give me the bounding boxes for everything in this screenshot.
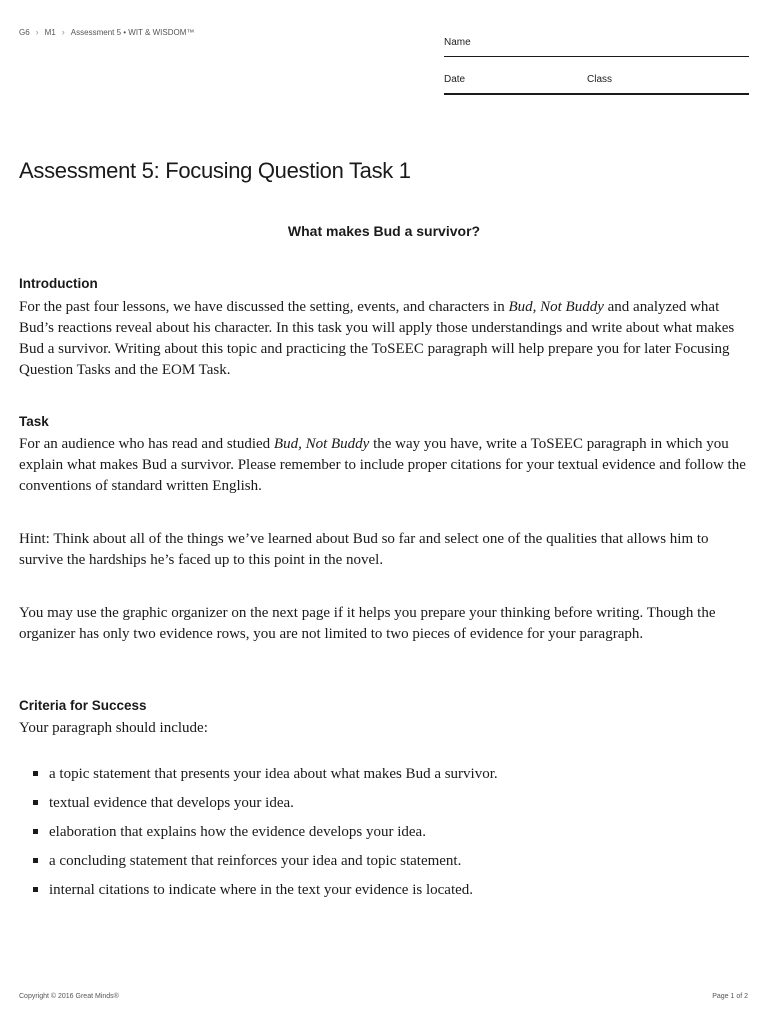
page-number: Page 1 of 2 bbox=[712, 993, 748, 1000]
bullet-icon bbox=[33, 771, 38, 776]
name-field[interactable] bbox=[444, 36, 749, 57]
date-class-field[interactable] bbox=[444, 73, 749, 95]
chevron-right-icon: › bbox=[35, 27, 39, 37]
list-item: a topic statement that presents your idea about what makes Bud a survivor. bbox=[33, 764, 498, 793]
organizer-note-paragraph: You may use the graphic organizer on the next page if it helps you prepare your thinking before writing. Though the organizer has only two evidence rows, you are not limited to two pieces of evidence for your paragraph. bbox=[19, 605, 716, 642]
hint-paragraph: Hint: Think about all of the things we’ve learned about Bud so far and select one of the qualities that allows him to survive the hardships he’s faced up to this point in the novel. bbox=[19, 531, 709, 568]
list-item: textual evidence that develops your idea. bbox=[33, 793, 498, 822]
book-title: Bud, Not Buddy bbox=[508, 299, 604, 315]
student-info-fields bbox=[444, 36, 749, 95]
breadcrumb-item-assessment[interactable]: Assessment 5 • WIT & WISDOM™ bbox=[70, 27, 195, 37]
focusing-question: What makes Bud a survivor? bbox=[287, 223, 481, 239]
list-item: elaboration that explains how the evidence develops your idea. bbox=[33, 822, 498, 851]
introduction-paragraph: For the past four lessons, we have discussed the setting, events, and characters in Bud, Not Buddy and analyzed what Bud’s reactions reveal about his character. In this task you will apply those understandings and write about what makes Bud a survivor. Writing about this topic and practicing the ToSEEC paragraph will help prepare you for later Focusing Question Tasks and the EOM Task. bbox=[19, 299, 735, 378]
copyright-notice: Copyright © 2016 Great Minds® bbox=[19, 993, 119, 1000]
list-item: internal citations to indicate where in the text your evidence is located. bbox=[33, 880, 498, 909]
chevron-right-icon: › bbox=[61, 27, 65, 37]
introduction-heading: Introduction bbox=[19, 276, 98, 291]
breadcrumb-item-module[interactable]: M1 bbox=[44, 27, 56, 37]
book-title: Bud, Not Buddy bbox=[273, 436, 370, 452]
date-label: Date bbox=[444, 74, 466, 85]
bullet-icon bbox=[33, 829, 38, 834]
task-paragraph: For an audience who has read and studied Bud, Not Buddy the way you have, write a ToSEEC paragraph in which you explain what makes Bud a survivor. Please remember to include proper citations for your textual evidence and follow the conventions of standard written English. bbox=[19, 436, 746, 494]
page-title: Assessment 5: Focusing Question Task 1 bbox=[19, 158, 411, 183]
bullet-icon bbox=[33, 858, 38, 863]
bullet-icon bbox=[33, 887, 38, 892]
breadcrumb-item-grade[interactable]: G6 bbox=[19, 27, 30, 37]
name-label: Name bbox=[444, 37, 471, 48]
task-heading: Task bbox=[19, 414, 49, 429]
criteria-list bbox=[33, 764, 498, 909]
criteria-intro: Your paragraph should include: bbox=[19, 720, 208, 736]
breadcrumb bbox=[19, 27, 194, 37]
bullet-icon bbox=[33, 800, 38, 805]
criteria-heading: Criteria for Success bbox=[19, 698, 147, 713]
class-label: Class bbox=[587, 74, 613, 85]
list-item: a concluding statement that reinforces your idea and topic statement. bbox=[33, 851, 498, 880]
